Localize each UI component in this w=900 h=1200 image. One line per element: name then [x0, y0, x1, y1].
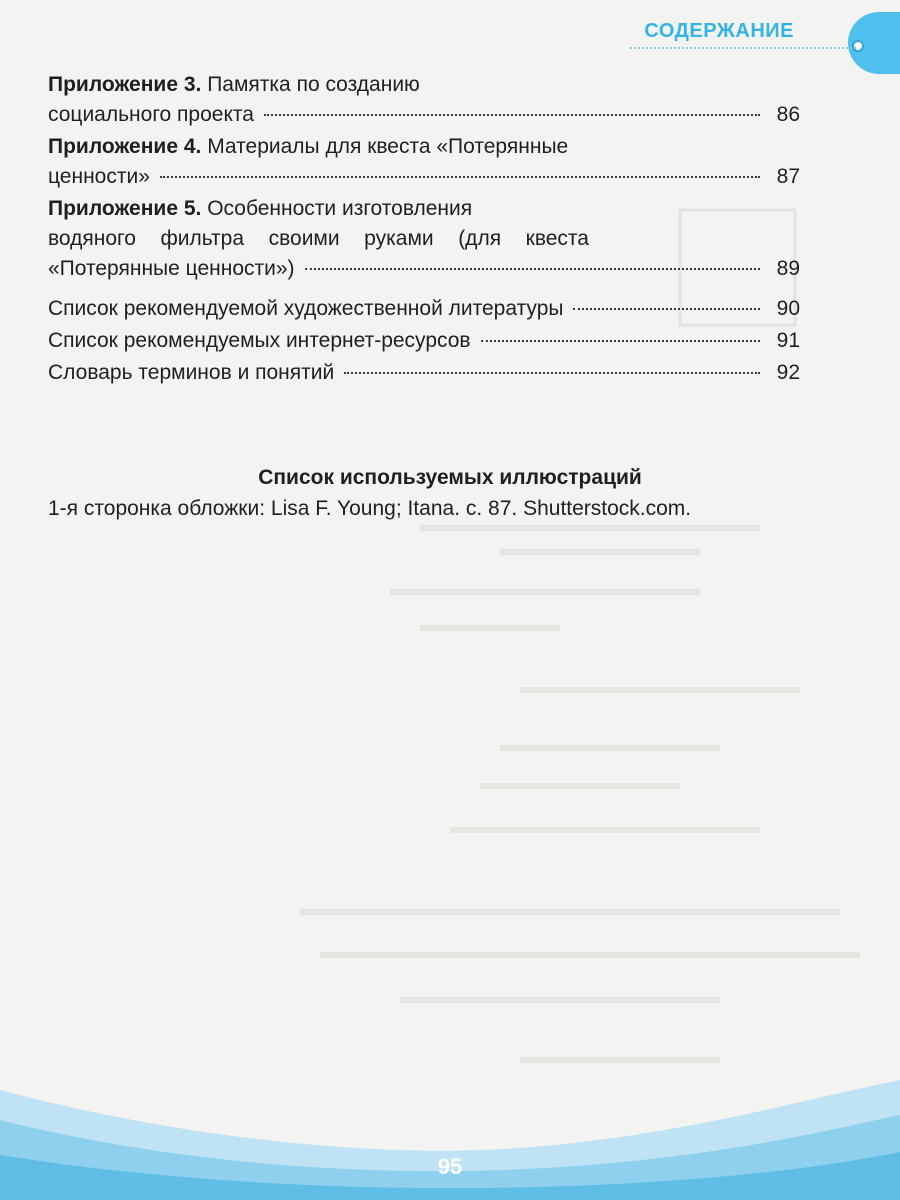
toc-entry[interactable]	[48, 358, 800, 388]
table-of-contents	[48, 70, 800, 388]
toc-entry-title-cont: социального проекта	[48, 103, 254, 126]
toc-entry[interactable]	[48, 194, 800, 284]
toc-entry-title: Список рекомендуемой художественной литературы	[48, 297, 564, 320]
toc-page-number: 92	[776, 361, 800, 384]
header-dotted-line	[630, 47, 856, 49]
toc-entry[interactable]	[48, 294, 800, 324]
toc-entry-title: Особенности изготовления	[207, 197, 473, 220]
toc-entry-title: Материалы для квеста «Потерянные	[207, 135, 569, 158]
section-title: СОДЕРЖАНИЕ	[644, 20, 794, 42]
leader-dots	[160, 176, 760, 178]
leader-dots	[573, 308, 760, 310]
toc-entry-title-cont: «Потерянные ценности»)	[48, 257, 295, 280]
toc-entry-title: Памятка по созданию	[207, 73, 420, 96]
toc-entry-label: Приложение 5.	[48, 197, 202, 220]
toc-page-number: 90	[776, 297, 800, 320]
toc-entry-label: Приложение 4.	[48, 135, 202, 158]
leader-dots	[305, 268, 760, 270]
toc-entry-label: Приложение 3.	[48, 73, 202, 96]
leader-dots	[264, 114, 760, 116]
bullet-icon	[852, 40, 864, 52]
toc-page-number: 86	[776, 103, 800, 126]
toc-entry-title-cont: водяного фильтра своими руками (для квеста	[48, 227, 589, 250]
illustrations-credits: 1-я сторонка обложки: Lisa F. Young; Itana. с. 87. Shutterstock.com.	[48, 497, 692, 520]
toc-page-number: 91	[776, 329, 800, 352]
toc-entry-title-cont: ценности»	[48, 165, 150, 188]
toc-entry[interactable]	[48, 132, 800, 192]
toc-page-number: 89	[776, 257, 800, 280]
illustrations-heading: Список используемых иллюстраций	[258, 466, 642, 489]
leader-dots	[344, 372, 760, 374]
toc-page-number: 87	[776, 165, 800, 188]
page-number: 95	[437, 1154, 463, 1179]
toc-entry-title: Список рекомендуемых интернет-ресурсов	[48, 329, 471, 352]
toc-entry[interactable]	[48, 326, 800, 356]
toc-entry[interactable]	[48, 70, 800, 130]
toc-entry-title: Словарь терминов и понятий	[48, 361, 335, 384]
leader-dots	[481, 340, 760, 342]
